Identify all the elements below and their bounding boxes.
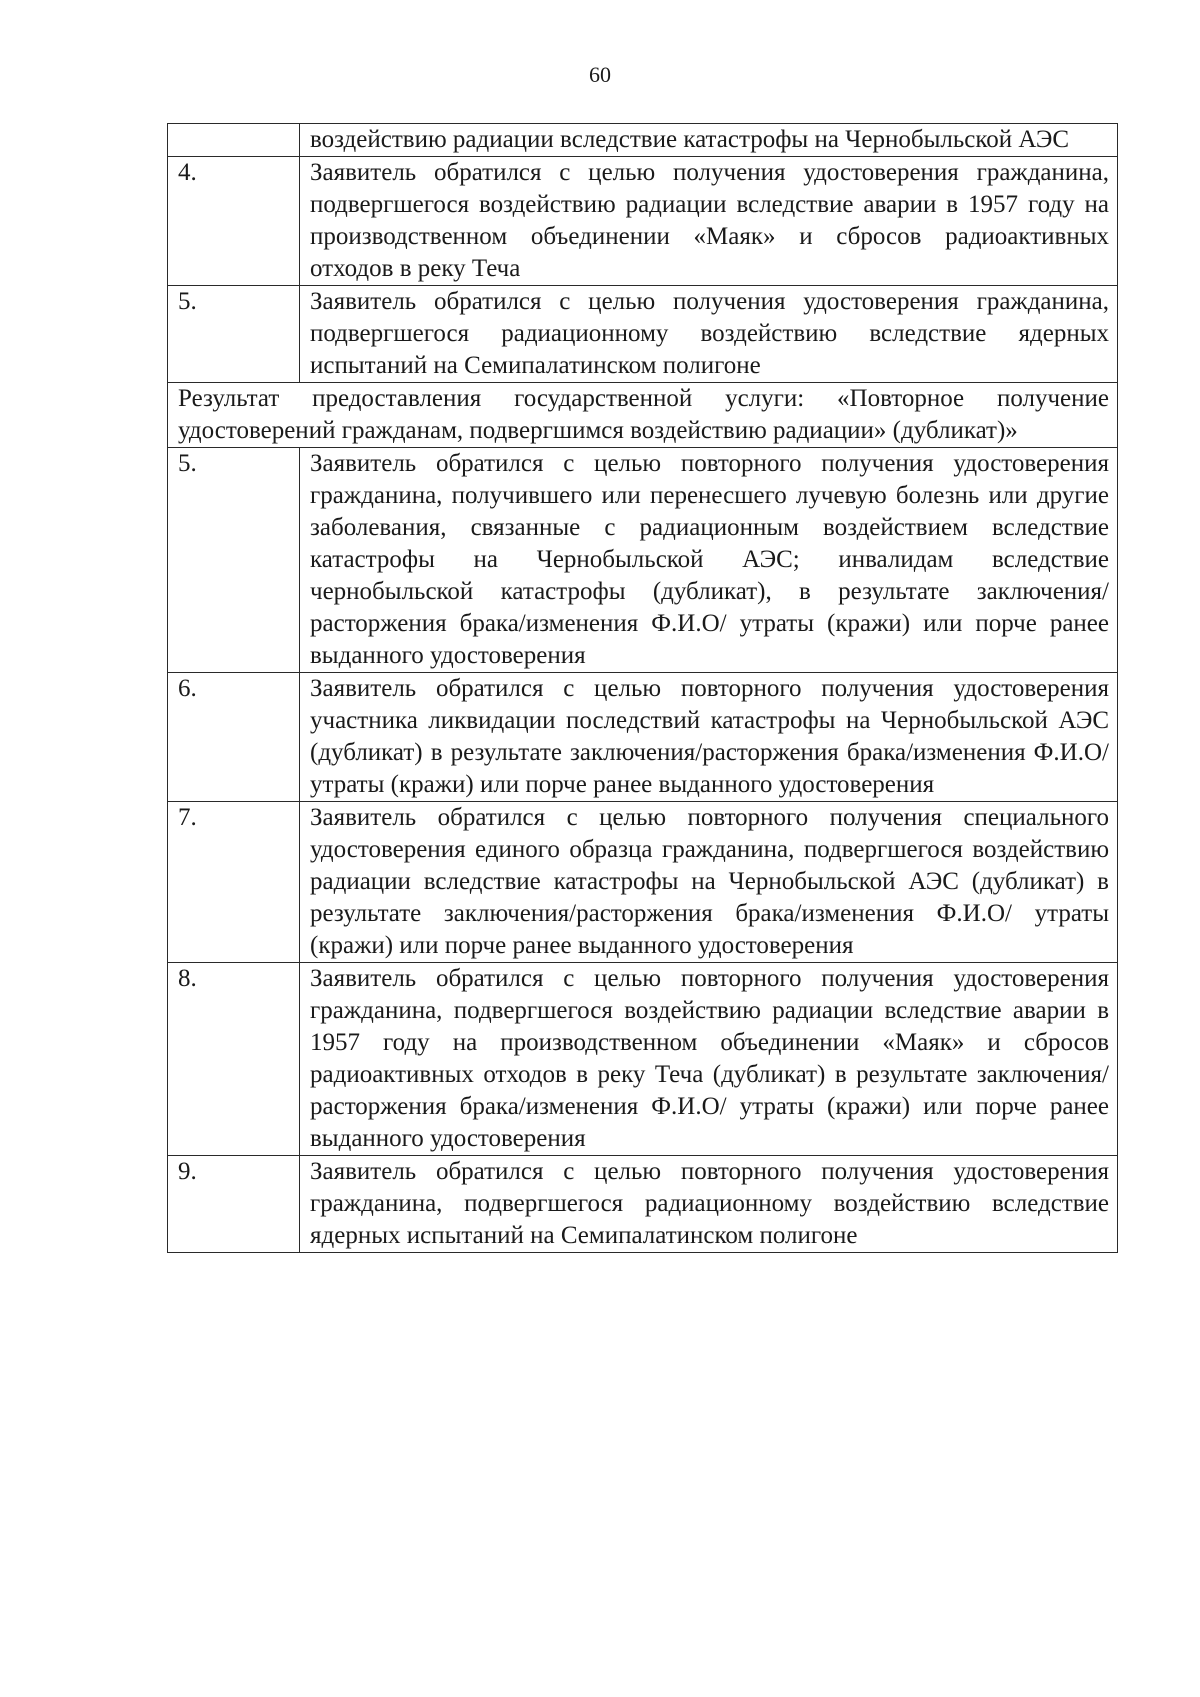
row-number: 7. (168, 802, 300, 963)
row-description: Заявитель обратился с целью повторного получения удостоверения гражданина, подвергшегося радиационному воздействию вследствие ядерных испытаний на Семипалатинском полигоне (300, 1156, 1118, 1253)
table-row (168, 157, 1118, 286)
table-row (168, 448, 1118, 673)
table-row (168, 1156, 1118, 1253)
row-number: 4. (168, 157, 300, 286)
row-description: Заявитель обратился с целью повторного получения удостоверения участника ликвидации последствий катастрофы на Чернобыльской АЭС (дубликат) в результате заключения/расторжения брака/изменения Ф.И.О/ утраты (кражи) или порче ранее выданного удостоверения (300, 673, 1118, 802)
row-description: Заявитель обратился с целью повторного получения специального удостоверения единого образца гражданина, подвергшегося воздействию радиации вследствие катастрофы на Чернобыльской АЭС (дубликат) в результате заключения/расторжения брака/изменения Ф.И.О/ утраты (кражи) или порче ранее выданного удостоверения (300, 802, 1118, 963)
row-description: воздействию радиации вследствие катастрофы на Чернобыльской АЭС (300, 124, 1118, 157)
row-description: Заявитель обратился с целью повторного получения удостоверения гражданина, получившего или перенесшего лучевую болезнь или другие заболевания, связанные с радиационным воздействием вследствие катастрофы на Чернобыльской АЭС; инвалидам вследствие чернобыльской катастрофы (дубликат), в результате заключения/расторжения брака/изменения Ф.И.О/ утраты (кражи) или порче ранее выданного удостоверения (300, 448, 1118, 673)
row-number (168, 124, 300, 157)
row-description: Заявитель обратился с целью получения удостоверения гражданина, подвергшегося радиационному воздействию вследствие ядерных испытаний на Семипалатинском полигоне (300, 286, 1118, 383)
table-row (168, 802, 1118, 963)
row-number: 8. (168, 963, 300, 1156)
section-header-row (168, 383, 1118, 448)
row-description: Заявитель обратился с целью получения удостоверения гражданина, подвергшегося воздействию радиации вследствие аварии в 1957 году на производственном объединении «Маяк» и сбросов радиоактивных отходов в реку Теча (300, 157, 1118, 286)
row-number: 5. (168, 448, 300, 673)
section-header: Результат предоставления государственной услуги: «Повторное получение удостоверений гражданам, подвергшимся воздействию радиации» (дубликат)» (168, 383, 1118, 448)
table-row (168, 673, 1118, 802)
row-number: 9. (168, 1156, 300, 1253)
table-row (168, 286, 1118, 383)
row-number: 6. (168, 673, 300, 802)
document-table (167, 123, 1118, 1253)
table-row (168, 124, 1118, 157)
row-description: Заявитель обратился с целью повторного получения удостоверения гражданина, подвергшегося воздействию радиации вследствие аварии в 1957 году на производственном объединении «Маяк» и сбросов радиоактивных отходов в реку Теча (дубликат) в результате заключения/расторжения брака/изменения Ф.И.О/ утраты (кражи) или порче ранее выданного удостоверения (300, 963, 1118, 1156)
row-number: 5. (168, 286, 300, 383)
table-row (168, 963, 1118, 1156)
page-number: 60 (589, 62, 611, 87)
